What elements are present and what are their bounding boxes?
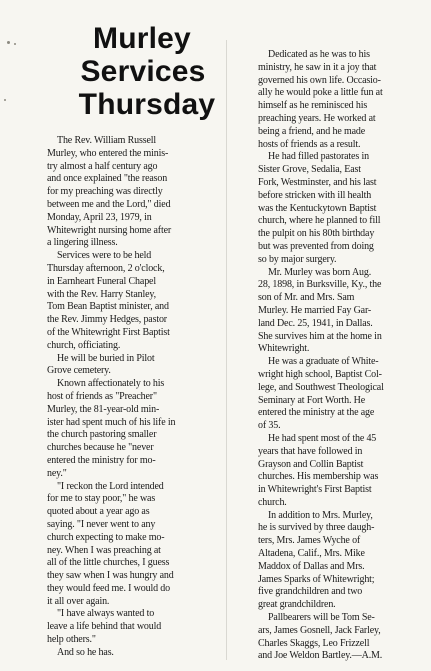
print-specks [0,0,40,60]
text-line: Murley. He married Fay Gar- [258,304,372,316]
text-line: entered the ministry for mo- [47,454,156,466]
text-line: Dedicated as he was to his [268,49,370,60]
text-line: they would feed me. I would do [47,582,170,594]
headline-line: Murley [93,22,191,55]
text-line: Whitewright nursing home after [47,224,172,236]
text-line: saying. "I never went to any [47,518,156,530]
text-line: Altadena, Calif., Mrs. Mike [258,548,365,560]
left-column [47,135,219,660]
text-line: of the Whitewright First Baptist [47,326,170,338]
headline-line: Services [80,55,206,88]
text-line: governed his own life. Occasio- [258,74,381,86]
column-divider [226,40,227,660]
text-line: "I reckon the Lord intended [57,480,164,492]
text-line: for me to stay poor," he was [47,493,156,505]
text-line: ally he would poke a little fun at [258,87,383,99]
text-line: for my preaching was directly [47,186,163,198]
text-line: and Joe Weldon Bartley.—A.M. [258,650,383,662]
text-line: it all over again. [47,595,110,607]
text-line: land Dec. 25, 1941, in Dallas. [258,317,373,329]
text-line: a lingering illness. [47,237,118,249]
text-line: 28, 1898, in Burksville, Ky., the [258,279,382,291]
text-line: hosts of friends as a result. [258,138,361,150]
text-line: ministry, he saw in it a joy that [258,61,377,73]
text-line: Grove cemetery. [47,365,111,377]
text-line: entered the ministry at the age [258,407,375,419]
text-line: ister had spent much of his life in [47,416,176,428]
text-line: in Earnheart Funeral Chapel [47,275,156,287]
text-line: the Rev. Jimmy Hedges, pastor [47,314,167,326]
text-line: churches because he "never [47,442,154,454]
text-line: She survives him at the home in [258,330,382,342]
headline-line: Thursday [78,88,216,121]
text-line: Fork, Westminster, and his last [258,176,377,188]
text-line: Charles Skaggs, Leo Frizzell [258,637,370,649]
text-line: Pallbearers will be Tom Se- [268,612,375,624]
text-line: wright high school, Baptist Col- [258,368,382,380]
text-line: so by major surgery. [258,253,337,265]
text-line: ters, Mrs. James Wyche of [258,535,361,547]
text-line: Mr. Murley was born Aug. [268,266,372,278]
text-line: quoted about a year ago as [47,506,150,518]
text-line: James Sparks of Whitewright; [258,573,375,585]
text-line: years that have followed in [258,445,363,457]
text-line: of 35. [258,420,281,432]
text-line: Tom Bean Baptist minister, and [47,301,169,313]
text-line: Maddox of Dallas and Mrs. [258,560,365,572]
text-line: ney. When I was preaching at [47,544,161,556]
text-line: He will be buried in Pilot [57,352,155,364]
text-line: ney." [47,467,67,479]
text-line: five grandchildren and two [258,586,363,598]
text-line: Sister Grove, Sedalia, East [258,164,361,176]
text-line: He had filled pastorates in [268,151,369,163]
text-line: Murley, the 81-year-old min- [47,403,160,415]
text-line: leave a life behind that would [47,621,162,633]
headline [40,22,240,121]
text-line: help others." [47,634,96,646]
text-line: Monday, April 23, 1979, in [47,211,152,223]
text-line: He was a graduate of White- [268,356,379,368]
text-line: Thursday afternoon, 2 o'clock, [47,262,165,274]
text-line: the church pastoring smaller [47,429,157,441]
text-line: Known affectionately to his [57,378,165,390]
text-line: the pulpit on his 80th birthday [258,228,375,240]
text-line: preaching years. He worked at [258,112,376,124]
text-line: with the Rev. Harry Stanley, [47,288,156,300]
text-line: try almost a half century ago [47,160,158,172]
text-line: church. [258,496,287,508]
text-line: but was prevented from doing [258,240,374,252]
text-line: church expecting to make mo- [47,531,165,543]
text-line: he is survived by three daugh- [258,522,375,534]
text-line: Whitewright. [258,343,310,355]
text-line: church, where he planned to fill [258,215,381,227]
text-line: churches. His membership was [258,471,379,483]
text-line: church, officiating. [47,339,121,351]
text-line: Murley, who entered the minis- [47,147,169,159]
text-line: lege, and Southwest Theological [258,381,384,393]
text-line: himself as he reminisced his [258,100,368,112]
text-line: Services were to be held [57,250,152,262]
text-line: they saw when I was hungry and [47,570,174,582]
text-line: ars, James Gosnell, Jack Farley, [258,624,381,636]
text-line: before stricken with ill health [258,189,372,201]
text-line: between me and the Lord," died [47,198,171,210]
text-line: was the Kentuckytown Baptist [258,202,377,214]
text-line: great grandchildren. [258,599,336,611]
text-line: And so he has. [57,646,114,658]
right-column [258,49,420,663]
text-line: Seminary at Fort Worth. He [258,394,366,406]
text-line: being a friend, and he made [258,125,366,137]
text-line: He had spent most of the 45 [268,432,377,444]
text-line: son of Mr. and Mrs. Sam [258,292,355,304]
text-line: in Whitewright's First Baptist [258,484,372,496]
text-line: all of the little churches, I guess [47,557,170,569]
text-line: Grayson and Collin Baptist [258,458,364,470]
text-line: The Rev. William Russell [57,135,157,146]
text-line: In addition to Mrs. Murley, [268,509,373,521]
text-line: host of friends as "Preacher" [47,390,157,402]
text-line: and once explained "the reason [47,173,168,185]
text-line: "I have always wanted to [57,608,155,620]
